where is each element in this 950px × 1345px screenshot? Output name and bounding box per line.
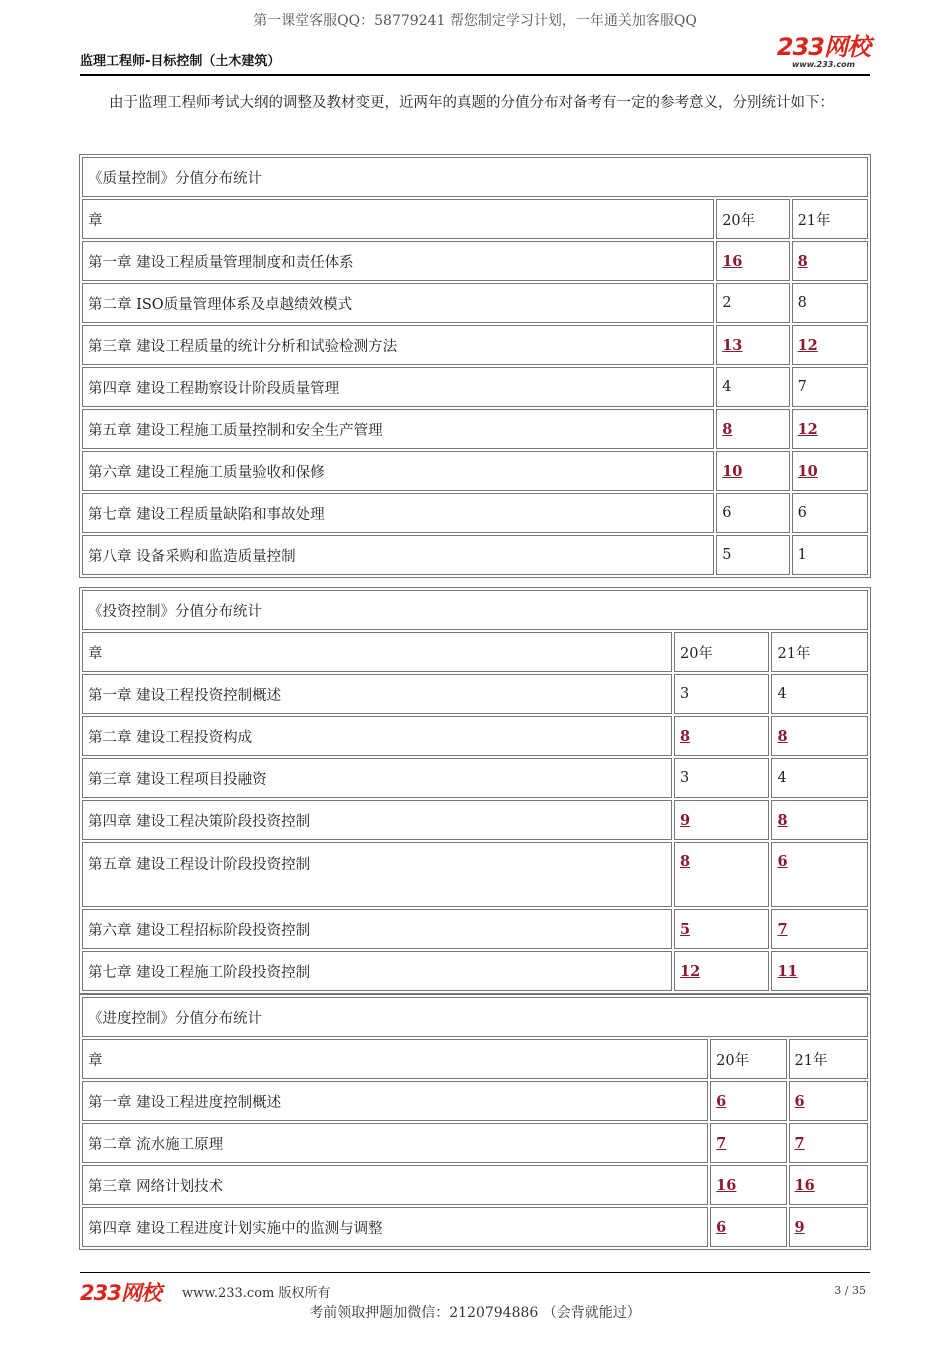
table-row: [82, 283, 868, 323]
table-row: [82, 325, 868, 365]
score-link[interactable]: 7: [777, 920, 788, 938]
table-row: [82, 758, 868, 798]
footer-logo: 233网校: [80, 1281, 161, 1305]
chapter-cell: 第三章 建设工程项目投融资: [82, 758, 672, 798]
score-link[interactable]: 10: [722, 462, 743, 480]
score-link[interactable]: 10: [797, 462, 818, 480]
table-row: [82, 674, 868, 714]
table-row: [82, 1081, 868, 1121]
score-link[interactable]: 11: [777, 962, 798, 980]
chapter-cell: 第二章 流水施工原理: [82, 1123, 708, 1163]
score-link[interactable]: 8: [797, 252, 808, 270]
score-cell: 4: [716, 367, 789, 407]
table-row: [82, 493, 868, 533]
progress-control-table: [79, 994, 871, 1250]
score-link[interactable]: 12: [797, 420, 818, 438]
chapter-cell: 第六章 建设工程招标阶段投资控制: [82, 909, 672, 949]
table-row: [82, 535, 868, 575]
score-link[interactable]: 7: [794, 1134, 805, 1152]
chapter-cell: 第七章 建设工程施工阶段投资控制: [82, 951, 672, 991]
table-row: [82, 409, 868, 449]
score-link[interactable]: 6: [794, 1092, 805, 1110]
table-row: [82, 909, 868, 949]
score-link[interactable]: 16: [716, 1176, 737, 1194]
page-number: 3 / 35: [834, 1284, 866, 1297]
table-row: [82, 951, 868, 991]
header-year-20: 20年: [674, 632, 769, 672]
site-logo: [777, 34, 870, 69]
table-title: 《进度控制》分值分布统计: [82, 997, 868, 1037]
score-link[interactable]: 13: [722, 336, 743, 354]
score-link[interactable]: 8: [679, 727, 691, 745]
header-year-20: 20年: [716, 199, 789, 239]
investment-control-table: [79, 587, 871, 994]
table-header-row: [82, 632, 868, 672]
score-link[interactable]: 9: [794, 1218, 805, 1236]
score-cell: 4: [771, 674, 868, 714]
table-row: [82, 716, 868, 756]
table-header-row: [82, 1039, 868, 1079]
header-chapter: 章: [82, 1039, 708, 1079]
chapter-cell: 第三章 建设工程质量的统计分析和试验检测方法: [82, 325, 714, 365]
score-cell: 1: [792, 535, 868, 575]
score-link[interactable]: 8: [722, 420, 733, 438]
table-row: [82, 367, 868, 407]
chapter-cell: 第五章 建设工程施工质量控制和安全生产管理: [82, 409, 714, 449]
table-title-row: [82, 157, 868, 197]
score-cell: 6: [792, 493, 868, 533]
score-cell: 3: [674, 758, 769, 798]
chapter-cell: 第一章 建设工程进度控制概述: [82, 1081, 708, 1121]
score-cell: 5: [716, 535, 789, 575]
bottom-banner: 考前领取押题加微信：2120794886 （会背就能过）: [309, 1305, 641, 1321]
logo-text: 233网校: [776, 33, 870, 61]
score-cell: 3: [674, 674, 769, 714]
header-year-20: 20年: [710, 1039, 786, 1079]
header-year-21: 21年: [789, 1039, 868, 1079]
chapter-cell: 第四章 建设工程进度计划实施中的监测与调整: [82, 1207, 708, 1247]
chapter-cell: 第一章 建设工程质量管理制度和责任体系: [82, 241, 714, 281]
table-row: [82, 1123, 868, 1163]
score-link[interactable]: 12: [679, 962, 701, 980]
document-header: [80, 33, 870, 76]
score-link[interactable]: 12: [797, 336, 818, 354]
chapter-cell: 第四章 建设工程决策阶段投资控制: [82, 800, 672, 840]
score-link[interactable]: 6: [716, 1092, 727, 1110]
table-row: [82, 800, 868, 840]
table-row: [82, 842, 868, 907]
score-link[interactable]: 16: [722, 252, 743, 270]
score-link[interactable]: 5: [679, 920, 691, 938]
table-title: 《投资控制》分值分布统计: [82, 590, 868, 630]
score-link[interactable]: 8: [777, 811, 788, 829]
document-footer: [80, 1272, 870, 1305]
chapter-cell: 第三章 网络计划技术: [82, 1165, 708, 1205]
chapter-cell: 第二章 ISO质量管理体系及卓越绩效模式: [82, 283, 714, 323]
table-title: 《质量控制》分值分布统计: [82, 157, 868, 197]
table-row: [82, 241, 868, 281]
table-row: [82, 1165, 868, 1205]
intro-paragraph: 由于监理工程师考试大纲的调整及教材变更，近两年的真题的分值分布对备考有一定的参考意义，分别统计如下：: [109, 95, 834, 111]
document-title: 监理工程师-目标控制（土木建筑）: [80, 54, 281, 69]
table-row: [82, 1207, 868, 1247]
score-cell: 4: [771, 758, 868, 798]
logo-url: www.233.com: [791, 60, 855, 69]
score-link[interactable]: 8: [679, 853, 691, 870]
table-row: [82, 451, 868, 491]
header-year-21: 21年: [771, 632, 868, 672]
score-link[interactable]: 9: [679, 811, 691, 829]
header-year-21: 21年: [792, 199, 868, 239]
score-link[interactable]: 16: [794, 1176, 815, 1194]
score-link[interactable]: 7: [716, 1134, 727, 1152]
chapter-cell: 第七章 建设工程质量缺陷和事故处理: [82, 493, 714, 533]
top-banner: 第一课堂客服QQ：58779241 帮您制定学习计划，一年通关加客服QQ: [253, 13, 697, 29]
score-cell: 7: [792, 367, 868, 407]
chapter-cell: 第八章 设备采购和监造质量控制: [82, 535, 714, 575]
chapter-cell: 第一章 建设工程投资控制概述: [82, 674, 672, 714]
score-cell: 2: [716, 283, 789, 323]
score-link[interactable]: 6: [777, 853, 788, 870]
chapter-cell: 第二章 建设工程投资构成: [82, 716, 672, 756]
score-cell: 6: [716, 493, 789, 533]
footer-copyright: www.233.com 版权所有: [182, 1286, 331, 1301]
score-cell: 8: [792, 283, 868, 323]
quality-control-table: [79, 154, 871, 578]
table-title-row: [82, 997, 868, 1037]
score-link[interactable]: 6: [716, 1218, 727, 1236]
header-chapter: 章: [82, 632, 672, 672]
table-header-row: [82, 199, 868, 239]
chapter-cell: 第五章 建设工程设计阶段投资控制: [82, 842, 672, 907]
table-title-row: [82, 590, 868, 630]
score-link[interactable]: 8: [777, 727, 788, 745]
chapter-cell: 第四章 建设工程勘察设计阶段质量管理: [82, 367, 714, 407]
header-chapter: 章: [82, 199, 714, 239]
chapter-cell: 第六章 建设工程施工质量验收和保修: [82, 451, 714, 491]
